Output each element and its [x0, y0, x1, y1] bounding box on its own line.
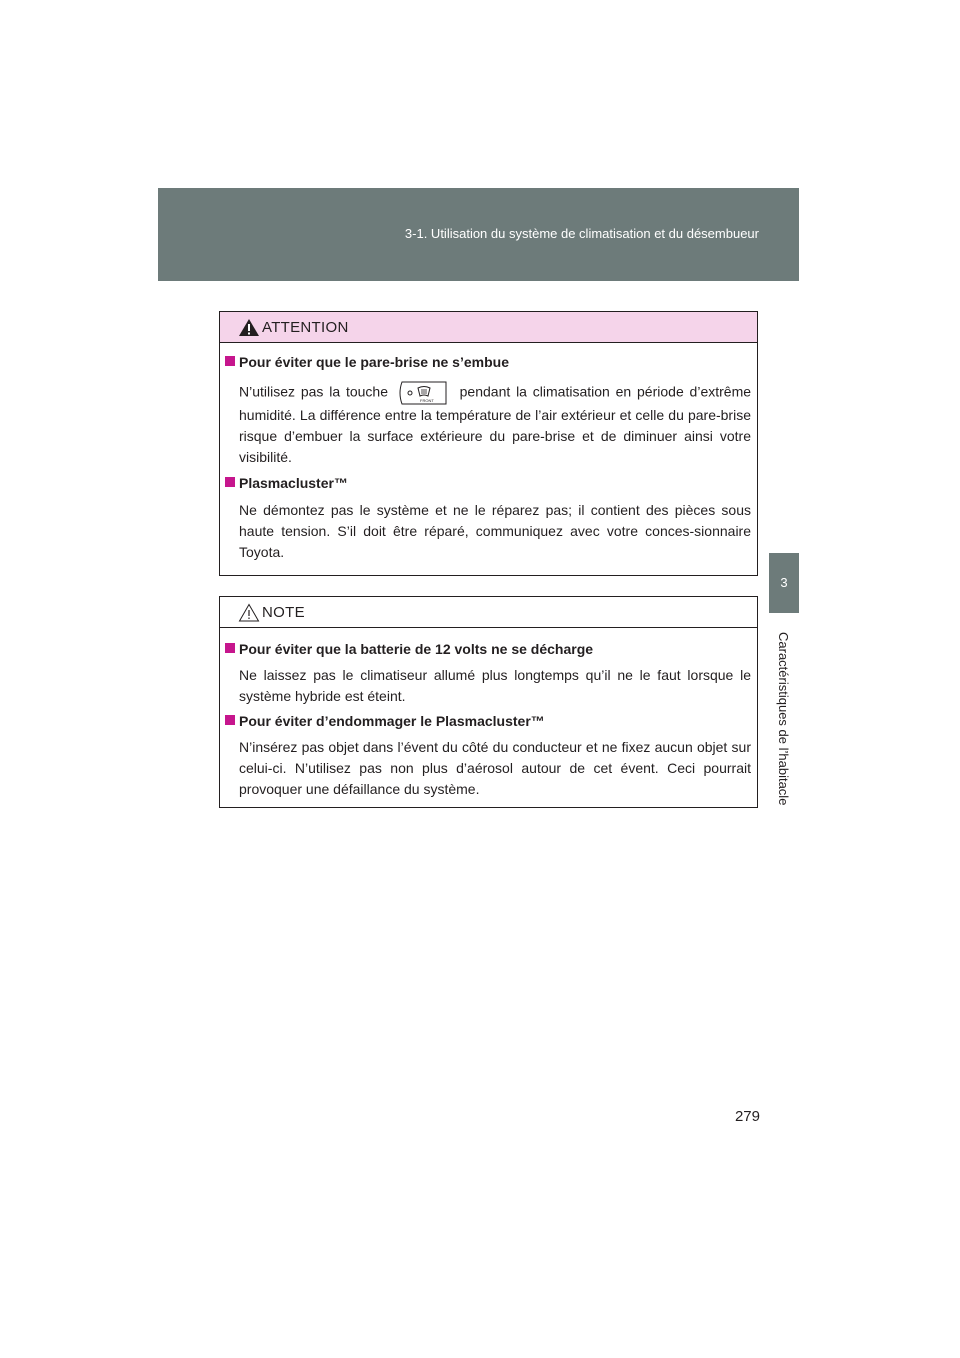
- note-box: [219, 596, 758, 808]
- section-body: Ne laissez pas le climatiseur allumé plus longtemps qu’il ne le faut lorsque le système hybride est éteint.: [239, 667, 751, 704]
- section-title: Pour éviter d’endommager le Plasmacluster™: [225, 712, 751, 731]
- section-title: Pour éviter que la batterie de 12 volts ne se décharge: [225, 640, 751, 659]
- attention-section-windshield: [225, 353, 751, 468]
- chapter-side-tab: [769, 553, 799, 613]
- svg-text:FRONT: FRONT: [419, 398, 434, 403]
- chapter-number: 3: [780, 575, 788, 590]
- square-bullet-icon: [225, 643, 235, 653]
- page-number: 279: [734, 1108, 760, 1125]
- section-body: N’utilisez pas la touche FRONT pendant la climatisation en période d’extrême humidité. La différence entre la température de l’air extérieur et celle du pare-brise risque d’embuer la surface extérieure du pare-brise et de diminuer ainsi votre visibilité.: [239, 381, 751, 468]
- section-body: Ne démontez pas le système et ne le réparez pas; il contient des pièces sous haute tension. S’il doit être réparé, communiquez avec votre conces-sionnaire Toyota.: [239, 502, 751, 560]
- chapter-side-label: [771, 632, 797, 832]
- attention-label: ATTENTION: [262, 319, 349, 336]
- note-section-battery: [225, 640, 751, 707]
- section-title: Pour éviter que le pare-brise ne s’embue: [225, 353, 751, 372]
- front-defogger-button-icon: [398, 381, 450, 405]
- note-section-plasmacluster: [225, 712, 751, 800]
- section-title: Plasmacluster™: [225, 474, 751, 493]
- square-bullet-icon: [225, 715, 235, 725]
- square-bullet-icon: [225, 356, 235, 366]
- warning-outline-icon: [238, 603, 260, 622]
- square-bullet-icon: [225, 477, 235, 487]
- note-label: NOTE: [262, 604, 305, 621]
- chapter-side-label-text: Caractéristiques de l’habitacle: [776, 632, 791, 806]
- section-body: N’insérez pas objet dans l’évent du côté du conducteur et ne fixez aucun objet sur celui-ci. N’utilisez pas non plus d’aérosol autour de cet évent. Ceci pourrait provoquer une défaillance du système.: [239, 739, 751, 797]
- chapter-header-title: 3-1. Utilisation du système de climatisation et du désembueur: [404, 226, 759, 241]
- warning-filled-icon: [238, 318, 260, 337]
- attention-section-plasmacluster: [225, 474, 751, 563]
- attention-header: [220, 312, 757, 343]
- chapter-header-band: [158, 188, 799, 281]
- note-header: [220, 597, 757, 628]
- attention-box: [219, 311, 758, 576]
